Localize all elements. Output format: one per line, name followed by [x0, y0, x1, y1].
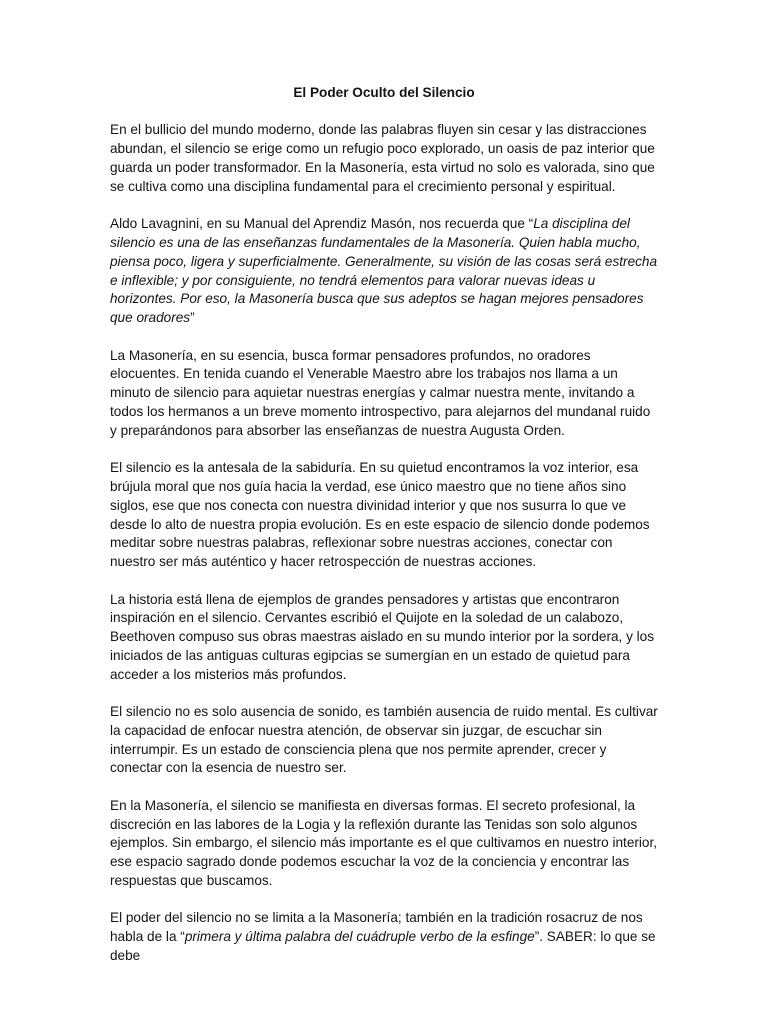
- paragraph-2: [110, 215, 658, 328]
- paragraph-8-quote: primera y última palabra del cuádruple verbo de la esfinge: [184, 929, 535, 945]
- document-body: [110, 84, 658, 984]
- document-title: El Poder Oculto del Silencio: [293, 85, 475, 100]
- paragraph-8-end: ”. SABER: lo que se debe: [110, 929, 656, 964]
- paragraph-2-end: ”: [190, 310, 195, 326]
- paragraph-1: En el bullicio del mundo moderno, donde las palabras fluyen sin cesar y las distracciones abundan, el silencio se erige como un refugio poco explorado, un oasis de paz interior que guarda un poder transformador. En la Masonería, esta virtud no solo es valorada, sino que se cultiva como una disciplina fundamental para el crecimiento personal y espiritual.: [110, 122, 655, 194]
- paragraph-7: En la Masonería, el silencio se manifiesta en diversas formas. El secreto profesional, la discreción en las labores de la Logia y la reflexión durante las Tenidas son solo algunos ejemplos. Sin embargo, el silencio más importante es el que cultivamos en nuestro interior, ese espacio sagrado donde podemos escuchar la voz de la conciencia y encontrar las respuestas que buscamos.: [110, 797, 658, 889]
- paragraph-2-intro: Aldo Lavagnini, en su Manual del Aprendiz Masón, nos recuerda que “: [110, 216, 534, 232]
- paragraph-6: El silencio no es solo ausencia de sonido, es también ausencia de ruido mental. Es cultivar la capacidad de enfocar nuestra atención, de observar sin juzgar, de escuchar sin interrumpir. Es un estado de consciencia plena que nos permite aprender, crecer y conectar con la esencia de nuestro ser.: [110, 704, 658, 776]
- paragraph-8: [110, 909, 658, 965]
- paragraph-4: El silencio es la antesala de la sabiduría. En su quietud encontramos la voz interior, esa brújula moral que nos guía hacia la verdad, ese único maestro que no tiene años sino siglos, ese que nos conecta con nuestra divinidad interior y que nos susurra lo que ve desde lo alto de nuestra propia evolución. Es en este espacio de silencio donde podemos meditar sobre nuestras palabras, reflexionar sobre nuestras acciones, conectar con nuestro ser más auténtico y hacer retrospección de nuestras acciones.: [110, 460, 650, 570]
- paragraph-8-intro: El poder del silencio no se limita a la Masonería; también en la tradición rosacruz de nos habla de la “: [110, 910, 643, 945]
- paragraph-5: La historia está llena de ejemplos de grandes pensadores y artistas que encontraron inspiración en el silencio. Cervantes escribió el Quijote en la soledad de un calabozo, Beethoven compuso sus obras maestras aislado en su mundo interior por la sordera, y los iniciados de las antiguas culturas egipcias se sumergían en un estado de quietud para acceder a los misterios más profundos.: [110, 591, 655, 682]
- paragraph-2-quote: La disciplina del silencio es una de las enseñanzas fundamentales de la Masonería. Quien habla mucho, piensa poco, ligera y superficialmente. Generalmente, su visión de las cosas será estrecha e inflexible; y por consiguiente, no tendrá elementos para valorar nuevas ideas u horizontes. Por eso, la Masonería busca que sus adeptos se hagan mejores pensadores que oradores: [110, 216, 658, 326]
- paragraph-3: La Masonería, en su esencia, busca formar pensadores profundos, no oradores elocuentes. En tenida cuando el Venerable Maestro abre los trabajos nos llama a un minuto de silencio para aquietar nuestras energías y calmar nuestra mente, invitando a todos los hermanos a un breve momento introspectivo, para alejarnos del mundanal ruido y preparándonos para absorber las enseñanzas de nuestra Augusta Orden.: [110, 347, 651, 438]
